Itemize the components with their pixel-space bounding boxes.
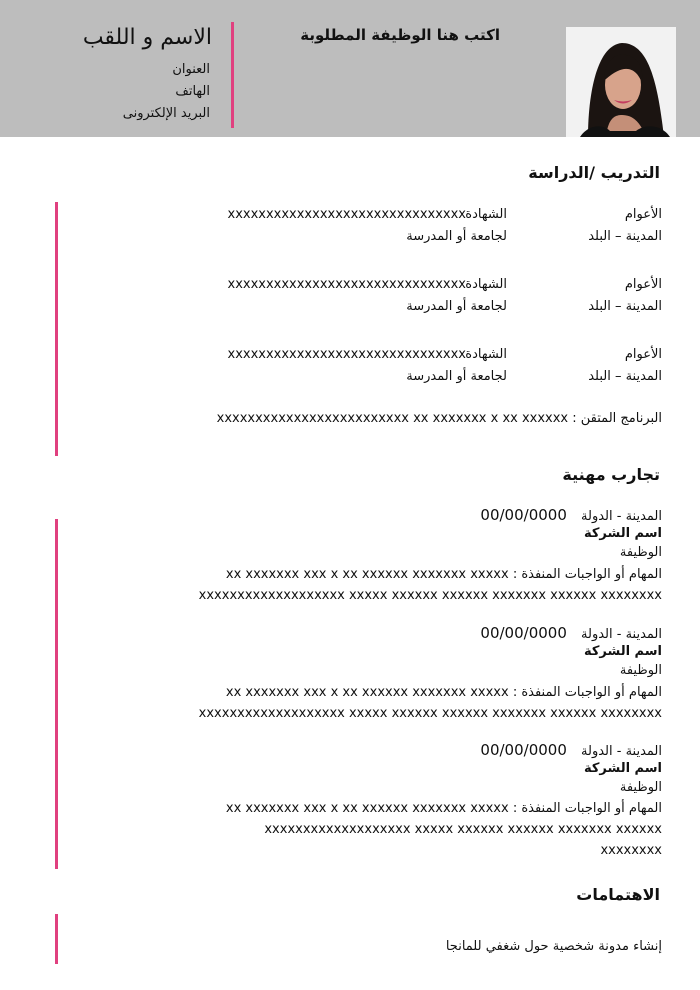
- exp-tasks-line2: xxxxxxxxxxxxxxxxxxx xxxxx xxxxxx xxxxxx xxxxxxx xxxxxx: [264, 822, 662, 837]
- exp-tasks-line2: xxxxxxxxxxxxxxxxxxx xxxxx xxxxxx xxxxxx xxxxxxx xxxxxx xxxxxxxx: [198, 588, 662, 603]
- edu-degree-label: الشهادة: [465, 347, 507, 362]
- exp-date: 00/00/0000: [480, 506, 567, 524]
- exp-tasks-label: المهام أو الواجبات المنفذة :: [512, 801, 662, 816]
- edu-degree-label: الشهادة: [465, 277, 507, 292]
- phone: الهاتف: [175, 84, 210, 99]
- edu-degree-value: xxxxxxxxxxxxxxxxxxxxxxxxxxxxxxx: [227, 277, 466, 292]
- exp-date: 00/00/0000: [480, 624, 567, 642]
- exp-tasks: [226, 685, 662, 700]
- edu-location: المدينة – البلد: [588, 229, 662, 244]
- full-name: الاسم و اللقب: [82, 25, 212, 50]
- header-accent-bar: [231, 22, 234, 128]
- exp-tasks: [226, 567, 662, 582]
- experience-accent-bar: [55, 519, 58, 869]
- exp-location: المدينة - الدولة: [581, 509, 662, 524]
- email: البريد الإلكترونى: [122, 106, 210, 121]
- exp-location: المدينة - الدولة: [581, 744, 662, 759]
- exp-location-date: [480, 741, 662, 759]
- exp-company: اسم الشركة: [583, 526, 662, 541]
- education-accent-bar: [55, 202, 58, 456]
- exp-location: المدينة - الدولة: [581, 627, 662, 642]
- edu-school: لجامعة أو المدرسة: [406, 299, 507, 314]
- exp-job: الوظيفة: [619, 545, 662, 560]
- edu-degree-label: الشهادة: [465, 207, 507, 222]
- exp-tasks-label: المهام أو الواجبات المنفذة :: [512, 685, 662, 700]
- exp-location-date: [480, 624, 662, 642]
- edu-years: الأعوام: [624, 347, 662, 362]
- program-value: xxxxxxxxxxxxxxxxxxxxxxxxx xx xxxxxxx x xx xxxxxx: [216, 411, 569, 426]
- exp-tasks-line1: xx xxxxxxx xxx x xx xxxxxx xxxxxxx xxxxx: [225, 567, 509, 582]
- edu-location: المدينة – البلد: [588, 369, 662, 384]
- exp-location-date: [480, 506, 662, 524]
- edu-degree-value: xxxxxxxxxxxxxxxxxxxxxxxxxxxxxxx: [227, 347, 466, 362]
- profile-photo-icon: [566, 27, 676, 137]
- edu-degree-value: xxxxxxxxxxxxxxxxxxxxxxxxxxxxxxx: [227, 207, 466, 222]
- edu-location: المدينة – البلد: [588, 299, 662, 314]
- interests-title: الاهتمامات: [576, 885, 660, 904]
- exp-date: 00/00/0000: [480, 741, 567, 759]
- exp-company: اسم الشركة: [583, 761, 662, 776]
- exp-tasks-line2: xxxxxxxxxxxxxxxxxxx xxxxx xxxxxx xxxxxx xxxxxxx xxxxxx xxxxxxxx: [198, 706, 662, 721]
- address: العنوان: [172, 62, 210, 77]
- exp-job: الوظيفة: [619, 780, 662, 795]
- program-line: [217, 411, 662, 426]
- exp-tasks-line1: xx xxxxxxx xxx x xx xxxxxx xxxxxxx xxxxx: [225, 685, 509, 700]
- edu-years: الأعوام: [624, 207, 662, 222]
- experience-title: تجارب مهنية: [562, 465, 660, 484]
- interests-text: إنشاء مدونة شخصية حول شغفي للمانجا: [445, 939, 662, 954]
- education-title: التدريب /الدراسة: [528, 163, 660, 182]
- exp-company: اسم الشركة: [583, 644, 662, 659]
- interests-accent-bar: [55, 914, 58, 964]
- exp-tasks-label: المهام أو الواجبات المنفذة :: [512, 567, 662, 582]
- exp-job: الوظيفة: [619, 663, 662, 678]
- edu-school: لجامعة أو المدرسة: [406, 229, 507, 244]
- job-title: اكتب هنا الوظيفة المطلوبة: [300, 26, 500, 44]
- edu-years: الأعوام: [624, 277, 662, 292]
- exp-tasks: [226, 801, 662, 816]
- exp-tasks-line3: xxxxxxxx: [600, 843, 662, 858]
- edu-school: لجامعة أو المدرسة: [406, 369, 507, 384]
- program-label: البرنامج المتقن :: [572, 411, 662, 426]
- profile-photo: [566, 27, 676, 137]
- exp-tasks-line1: xx xxxxxxx xxx x xx xxxxxx xxxxxxx xxxxx: [225, 801, 509, 816]
